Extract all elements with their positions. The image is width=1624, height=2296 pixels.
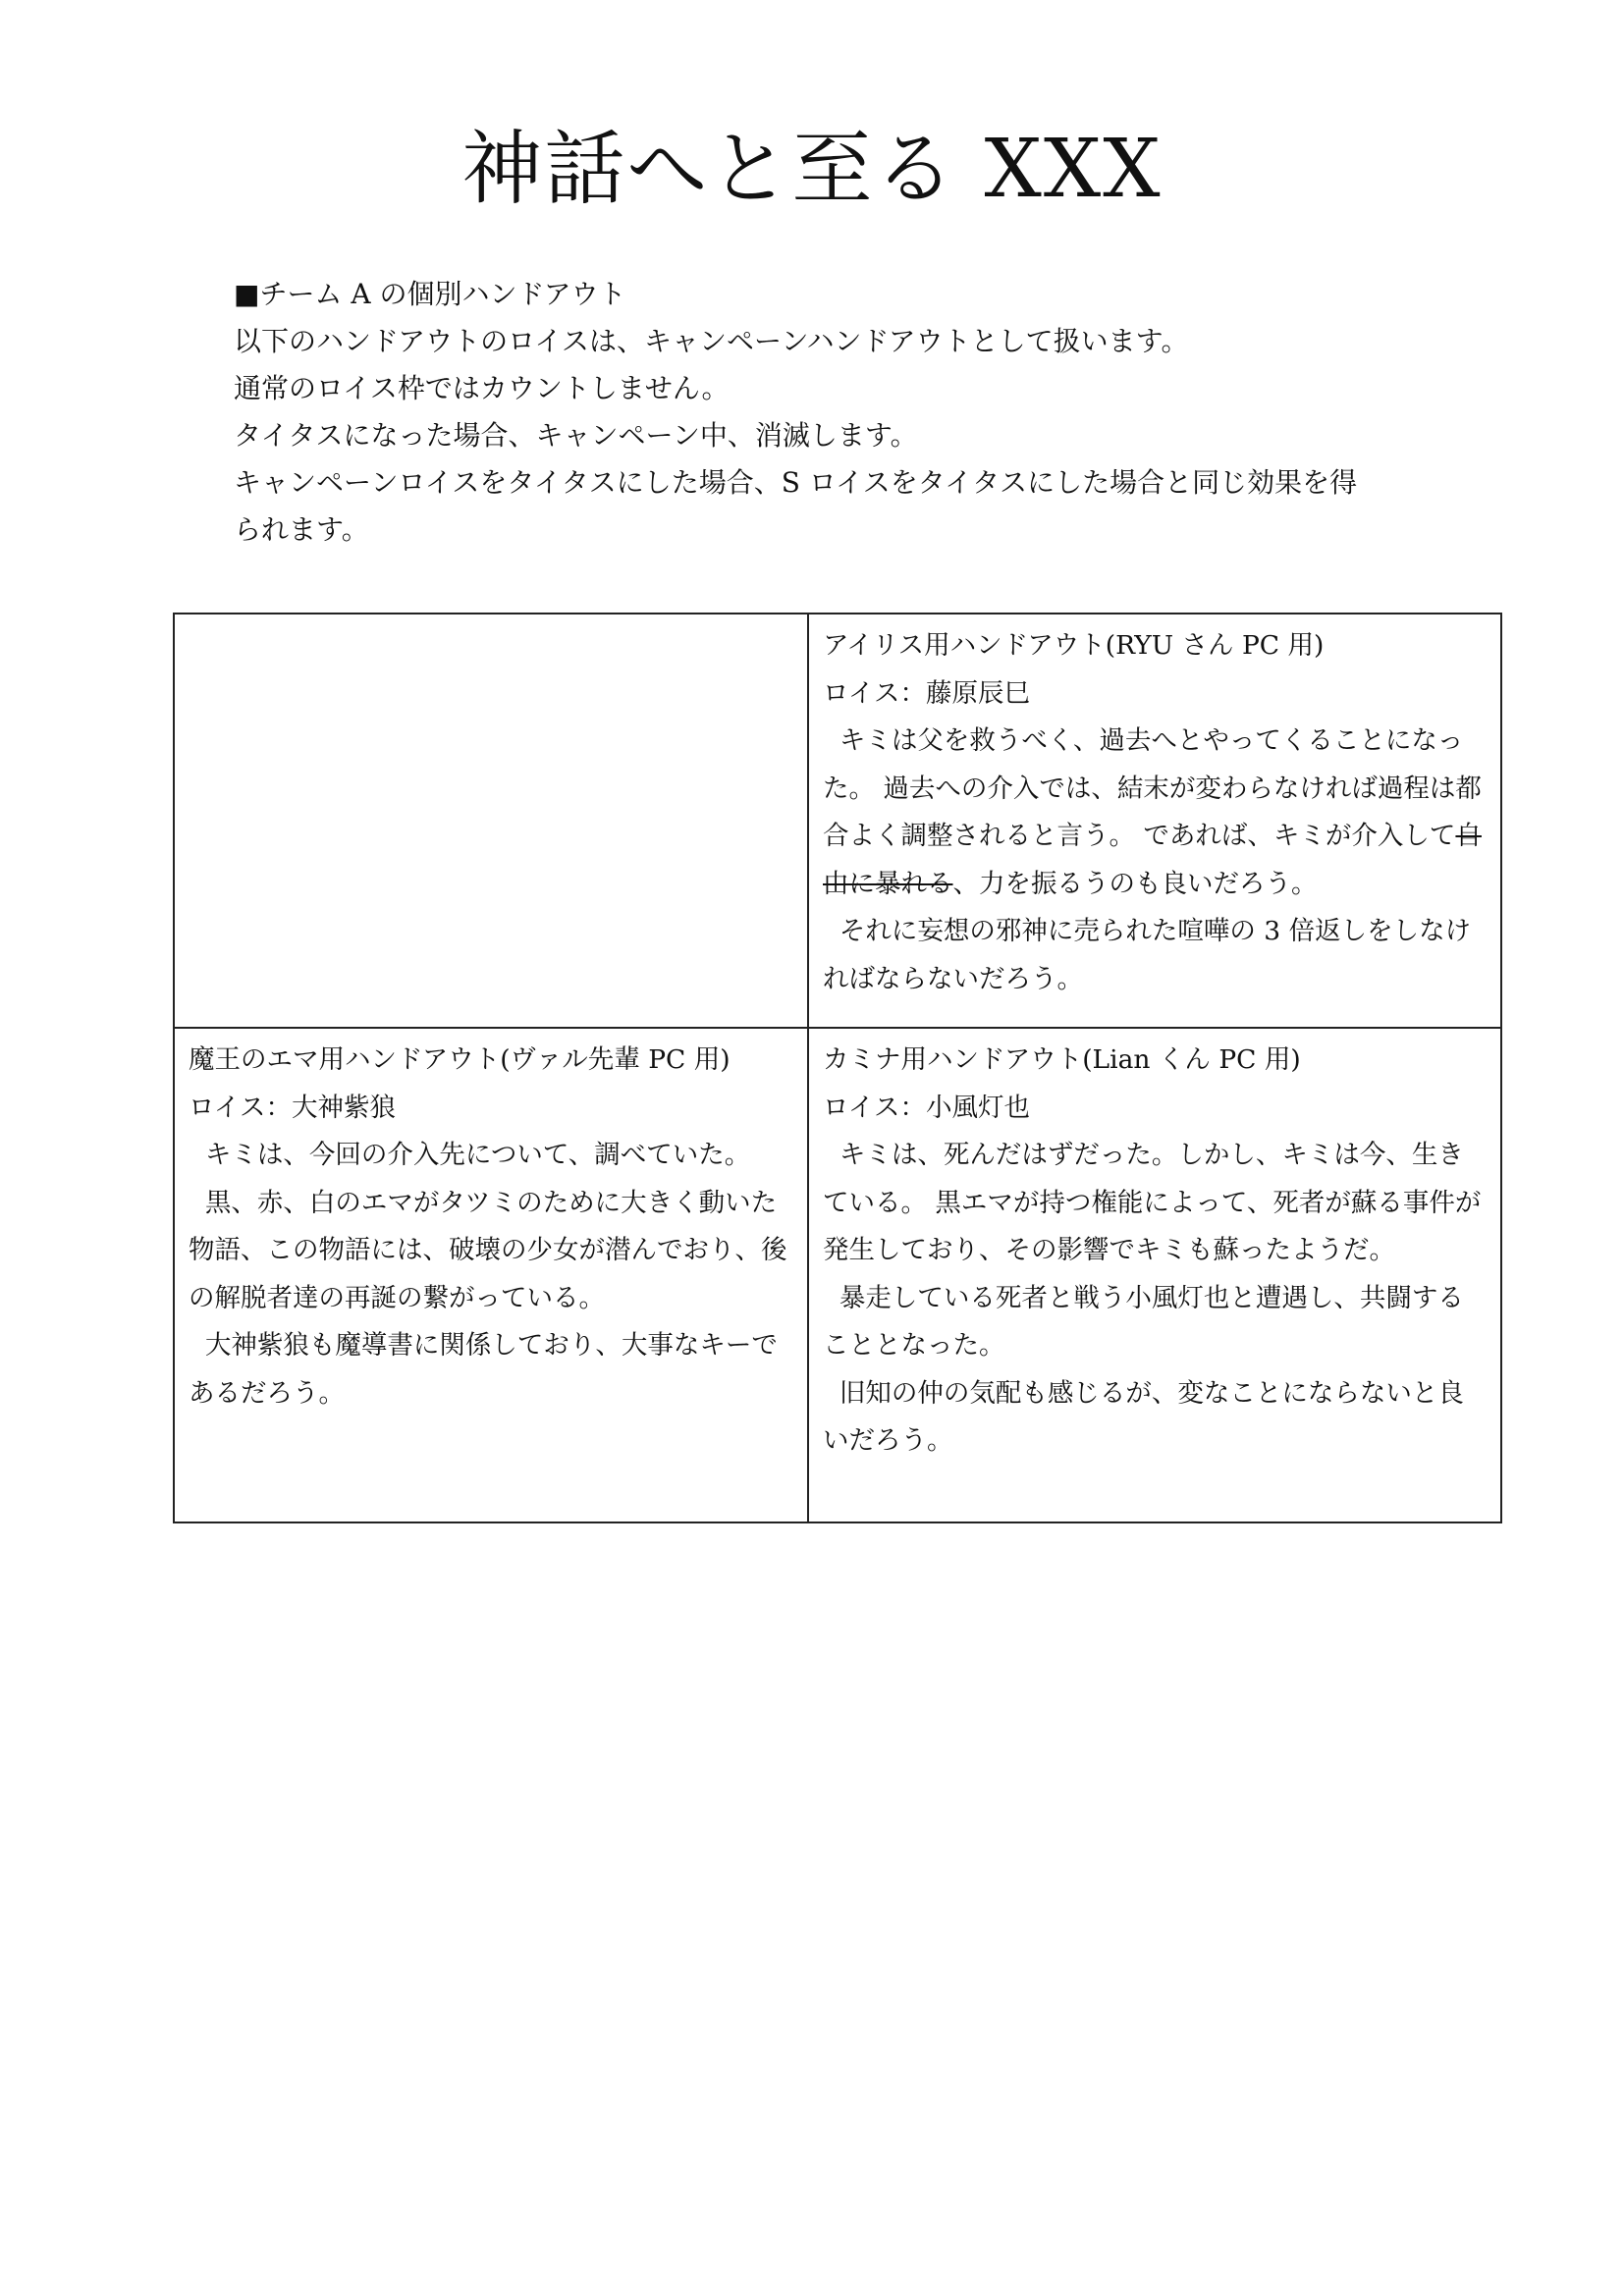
- document-title: 神話へと至る XXX: [461, 123, 1163, 216]
- intro-heading: ■チーム A の個別ハンドアウト: [234, 278, 626, 310]
- handout-header: アイリス用ハンドアウト(RYU さん PC 用): [823, 630, 1325, 661]
- handout-cell-iris: [809, 614, 1502, 1027]
- handout-paragraph: 黒、赤、白のエマがタツミのために大きく動いた物語、この物語には、破壊の少女が潜んでおり、後の解脱者達の再誕の繋がっている。: [189, 1187, 787, 1313]
- handout-header: 魔王のエマ用ハンドアウト(ヴァル先輩 PC 用): [189, 1044, 731, 1075]
- intro-line: られます。: [234, 513, 369, 546]
- intro-line: 通常のロイス枠ではカウントしません。: [234, 372, 730, 404]
- handout-paragraph: 暴走している死者と戦う小風灯也と遭遇し、共闘することとなった。: [823, 1282, 1464, 1361]
- handout-paragraph: キミは、死んだはずだった。しかし、キミは今、生きている。 黒エマが持つ権能によって、死者が蘇る事件が発生しており、その影響でキミも蘇ったようだ。: [823, 1140, 1482, 1265]
- intro-line: 以下のハンドアウトのロイスは、キャンペーンハンドアウトとして扱います。: [234, 325, 1189, 357]
- handout-cell-ema: [175, 1029, 808, 1523]
- handout-header: カミナ用ハンドアウト(Lian くん PC 用): [823, 1044, 1301, 1075]
- intro-line: タイタスになった場合、キャンペーン中、消滅します。: [234, 419, 918, 452]
- handout-paragraph: キミは、今回の介入先について、調べていた。: [189, 1140, 751, 1170]
- intro-line: キャンペーンロイスをタイタスにした場合、S ロイスをタイタスにした場合と同じ効果を得: [234, 466, 1358, 499]
- handout-paragraph: それに妄想の邪神に売られた喧嘩の 3 倍返しをしなければならないだろう。: [823, 916, 1472, 994]
- handout-paragraph: 旧知の仲の気配も感じるが、変なことにならないと良いだろう。: [823, 1377, 1464, 1456]
- handout-lois: ロイス：藤原辰巳: [823, 677, 1030, 709]
- table-cell-empty: [175, 614, 808, 1027]
- handout-text: 、力を振るうのも良いだろう。: [952, 868, 1318, 899]
- handout-lois: ロイス：大神紫狼: [189, 1092, 396, 1123]
- handout-table: [173, 613, 1502, 1523]
- handout-cell-kamina: [809, 1029, 1502, 1523]
- handout-lois: ロイス：小風灯也: [823, 1092, 1030, 1123]
- handout-paragraph: [823, 718, 1489, 908]
- intro-section: [234, 271, 1412, 554]
- handout-paragraph: 大神紫狼も魔導書に関係しており、大事なキーであるだろう。: [189, 1330, 778, 1409]
- handout-text: キミは父を救うべく、過去へとやってくることになった。 過去への介入では、結末が変わらなければ過程は都合よく調整されると言う。 であれば、キミが介入して: [823, 725, 1482, 851]
- struck-text: 自由に暴れる: [823, 821, 1482, 899]
